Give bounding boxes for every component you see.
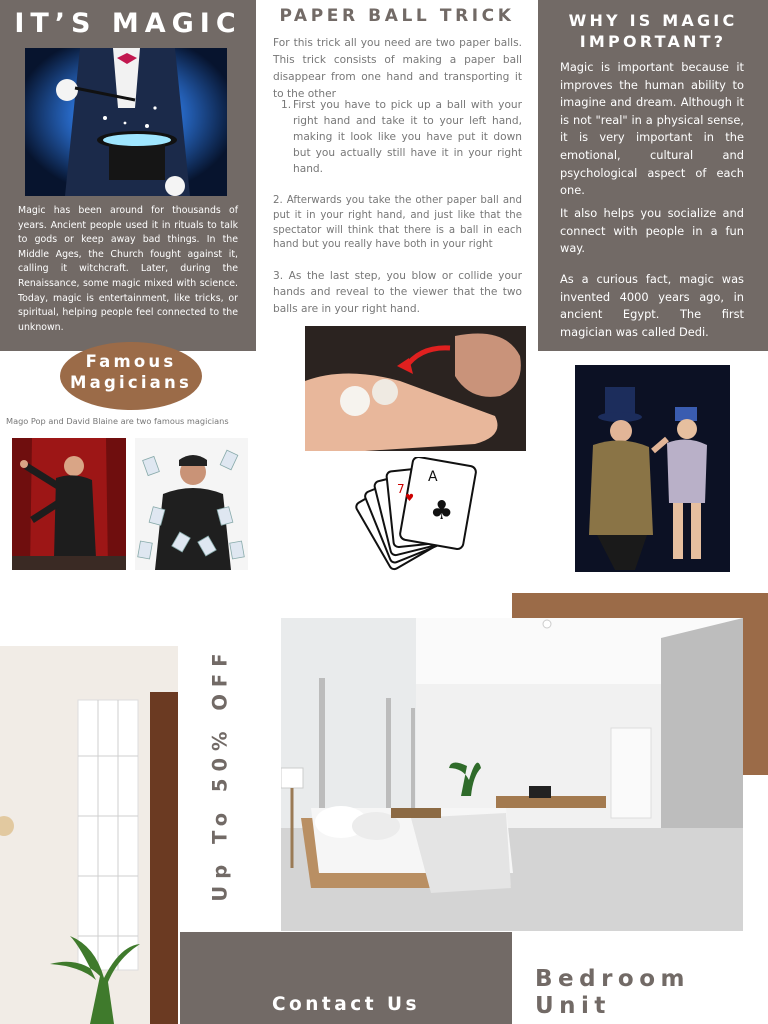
bedroom-title-line-2: Unit <box>535 993 611 1019</box>
playing-cards-illustration <box>350 457 480 575</box>
discount-vertical-banner <box>198 646 242 901</box>
magician-top-hat-photo <box>25 48 227 196</box>
why-magic-title <box>538 10 768 52</box>
magicians-stage-photo <box>575 365 730 572</box>
david-blaine-photo <box>135 438 248 570</box>
why-paragraph-3: As a curious fact, magic was invented 4000 years ago, in ancient Egypt. The first magician was called Dedi. <box>560 272 744 339</box>
why-paragraph-1: Magic is important because it improves the human ability to imagine and dream. Although it is not "real" in a physical sense, it is very important in the emotional, cultural and psychological aspect of each one. <box>560 60 744 198</box>
why-title-line-2: IMPORTANT? <box>579 32 727 51</box>
famous-magicians-badge <box>60 342 202 410</box>
famous-line-1: Famous <box>85 352 177 371</box>
trick-step-3: 3. As the last step, you blow or collide your hands and reveal to the viewer that the two balls are in your right hand. <box>273 270 522 315</box>
trick-step-2: 2. Afterwards you take the other paper ball and put it in your right hand, and just like that the spectator will think that there is a ball in each hand but you really have both in your right <box>273 195 522 251</box>
paper-ball-trick-title: PAPER BALL TRICK <box>279 6 515 26</box>
svg-text:♥: ♥ <box>405 493 414 504</box>
svg-text:7: 7 <box>397 482 405 496</box>
mago-pop-photo <box>12 438 126 570</box>
famous-magicians-caption: Mago Pop and David Blaine are two famous magicians <box>6 416 229 426</box>
why-title-line-1: WHY IS MAGIC <box>568 11 738 30</box>
famous-line-2: Magicians <box>70 373 192 392</box>
trick-intro: For this trick all you need are two paper balls. This trick consists of making a paper ball disappear from one hand and transporting it to the other <box>273 37 522 100</box>
bedroom-unit-title <box>535 966 765 1020</box>
step-1-text: First you have to pick up a ball with your right hand and take it to your left hand, making it look like you have put it down but you actually still have it in your right hand. <box>293 99 522 175</box>
discount-text: Up To 50% OFF <box>208 646 232 902</box>
bedroom-interior-photo <box>281 618 743 931</box>
why-paragraph-2: It also helps you socialize and connect with people in a fun way. <box>560 206 744 256</box>
svg-text:♣: ♣ <box>430 496 454 526</box>
bedroom-title-line-1: Bedroom <box>535 966 691 992</box>
step-1-number: 1. <box>281 99 292 111</box>
its-magic-title: IT’S MAGIC <box>14 8 242 39</box>
svg-text:A: A <box>428 469 438 485</box>
trick-step-1 <box>281 97 522 177</box>
paper-balls-hand-photo <box>305 326 526 451</box>
contact-us-label: Contact Us <box>271 994 421 1015</box>
magic-history-text: Magic has been around for thousands of years. Ancient people used it in rituals to talk to gods or keep away bad things. In the Middle Ages, the Church fought against it, calling it witchcraft. Later, during the Renaissance, some magic mixed with science. Today, magic is entertainment, like tricks, or spiritual, helping people feel connected to the unknown. <box>18 205 238 333</box>
window-plant-photo <box>0 646 178 1024</box>
